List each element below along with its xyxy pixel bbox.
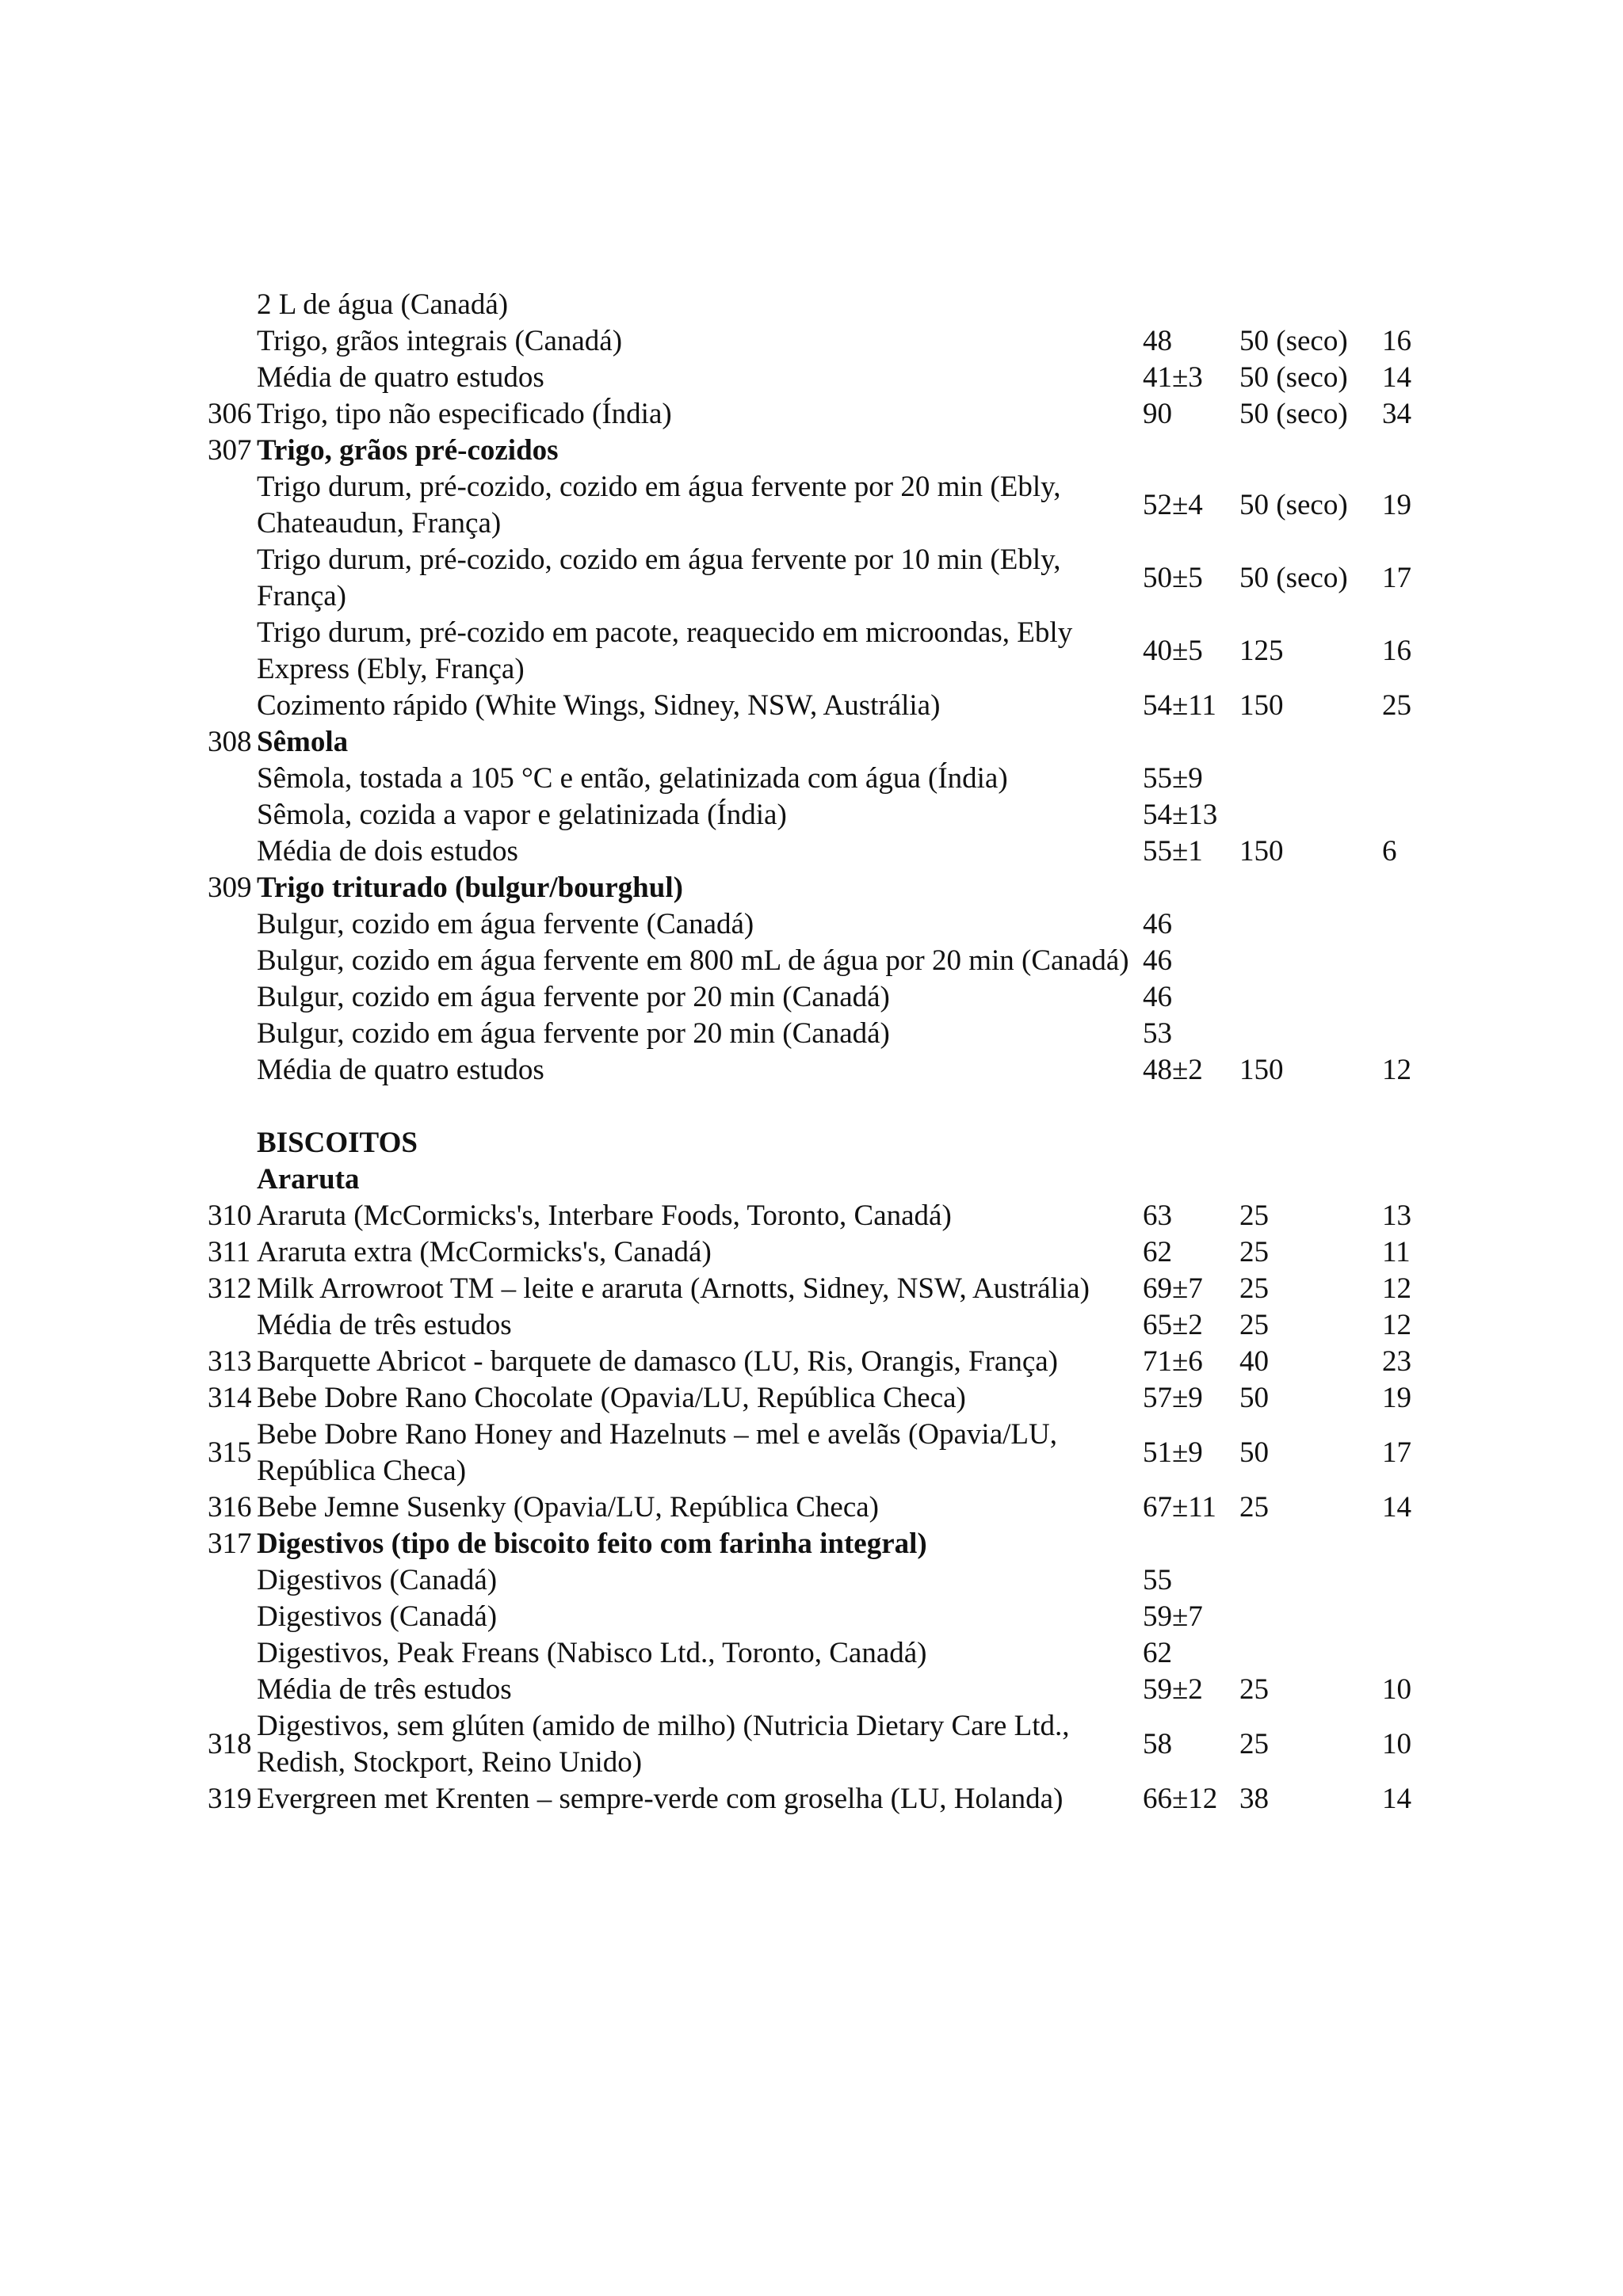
glycemic-load-value: 16 xyxy=(1382,325,1411,357)
table-row xyxy=(208,1781,1411,1817)
section-heading-row xyxy=(208,1125,1381,1161)
food-description: Trigo durum, pré-cozido, cozido em água fervente por 20 min (Ebly, Chateaudun, França) xyxy=(257,471,1061,540)
table-row xyxy=(208,1489,1411,1526)
food-description: Sêmola, tostada a 105 °C e então, gelatinizada com água (Índia) xyxy=(257,762,1008,795)
serving-size-value: 50 (seco) xyxy=(1239,489,1348,521)
serving-size-value: 50 (seco) xyxy=(1239,361,1348,394)
entry-number: 307 xyxy=(208,434,252,467)
serving-size-value: 50 (seco) xyxy=(1239,562,1348,594)
serving-size-value: 50 (seco) xyxy=(1239,398,1348,430)
glycemic-load-value: 17 xyxy=(1382,1436,1411,1469)
entry-number: 309 xyxy=(208,871,252,904)
serving-size-value: 25 xyxy=(1239,1728,1269,1760)
glycemic-load-value: 14 xyxy=(1382,1783,1411,1815)
glycemic-index-value: 71±6 xyxy=(1143,1345,1203,1378)
serving-size-value: 25 xyxy=(1239,1309,1269,1341)
glycemic-load-value: 10 xyxy=(1382,1728,1411,1760)
food-description: Evergreen met Krenten – sempre-verde com groselha (LU, Holanda) xyxy=(257,1783,1064,1815)
glycemic-index-value: 69±7 xyxy=(1143,1272,1203,1305)
glycemic-index-value: 57±9 xyxy=(1143,1382,1203,1414)
serving-size-value: 25 xyxy=(1239,1199,1269,1232)
table-row xyxy=(208,323,1411,360)
glycemic-load-value: 14 xyxy=(1382,1491,1411,1524)
serving-size-value: 25 xyxy=(1239,1673,1269,1706)
entry-number: 311 xyxy=(208,1236,251,1268)
glycemic-index-value: 63 xyxy=(1143,1199,1172,1232)
table-row xyxy=(208,1417,1411,1489)
glycemic-load-value: 25 xyxy=(1382,689,1411,722)
serving-size-value: 50 (seco) xyxy=(1239,325,1348,357)
food-description: Bulgur, cozido em água fervente em 800 mL de água por 20 min (Canadá) xyxy=(257,944,1129,977)
entry-number: 306 xyxy=(208,398,252,430)
table-row xyxy=(208,979,1381,1016)
serving-size-value: 50 xyxy=(1239,1382,1269,1414)
glycemic-index-value: 62 xyxy=(1143,1236,1172,1268)
glycemic-index-value: 53 xyxy=(1143,1017,1172,1050)
glycemic-load-value: 6 xyxy=(1382,835,1397,868)
food-description: Digestivos (Canadá) xyxy=(257,1564,498,1596)
food-description: Barquette Abricot - barquete de damasco (LU, Ris, Orangis, França) xyxy=(257,1345,1058,1378)
serving-size-value: 25 xyxy=(1239,1491,1269,1524)
glycemic-index-value: 59±7 xyxy=(1143,1600,1203,1633)
glycemic-index-value: 90 xyxy=(1143,398,1172,430)
glycemic-load-value: 12 xyxy=(1382,1309,1411,1341)
table-row xyxy=(208,906,1381,943)
food-description: Média de três estudos xyxy=(257,1673,512,1706)
entry-number: 318 xyxy=(208,1728,252,1760)
glycemic-index-value: 41±3 xyxy=(1143,361,1203,394)
table-row xyxy=(208,1234,1411,1271)
glycemic-index-value: 62 xyxy=(1143,1637,1172,1669)
glycemic-load-value: 11 xyxy=(1382,1236,1411,1268)
table-row xyxy=(208,1635,1381,1672)
glycemic-load-value: 17 xyxy=(1382,562,1411,594)
serving-size-value: 25 xyxy=(1239,1236,1269,1268)
table-row xyxy=(208,943,1381,979)
serving-size-value: 150 xyxy=(1239,1054,1284,1086)
document-body xyxy=(208,287,1411,1817)
food-description: Média de quatro estudos xyxy=(257,361,544,394)
entry-number: 316 xyxy=(208,1491,252,1524)
section-heading-row xyxy=(208,1526,1381,1562)
entry-number: 314 xyxy=(208,1382,252,1414)
glycemic-load-value: 16 xyxy=(1382,635,1411,667)
table-row xyxy=(208,287,1381,323)
glycemic-load-value: 14 xyxy=(1382,361,1411,394)
food-description: BISCOITOS xyxy=(257,1127,418,1159)
food-description: Digestivos (tipo de biscoito feito com farinha integral) xyxy=(257,1527,927,1560)
food-description: 2 L de água (Canadá) xyxy=(257,288,509,321)
entry-number: 308 xyxy=(208,726,252,758)
food-description: Cozimento rápido (White Wings, Sidney, NSW, Austrália) xyxy=(257,689,941,722)
food-description: Bulgur, cozido em água fervente por 20 min (Canadá) xyxy=(257,981,890,1013)
table-row xyxy=(208,1344,1411,1380)
food-description: Araruta (McCormicks's, Interbare Foods, Toronto, Canadá) xyxy=(257,1199,952,1232)
glycemic-index-value: 51±9 xyxy=(1143,1436,1203,1469)
table-row xyxy=(208,761,1381,797)
food-description: Bebe Jemne Susenky (Opavia/LU, República Checa) xyxy=(257,1491,879,1524)
glycemic-index-value: 65±2 xyxy=(1143,1309,1203,1341)
glycemic-index-value: 59±2 xyxy=(1143,1673,1203,1706)
table-row xyxy=(208,797,1381,833)
food-description: Digestivos, Peak Freans (Nabisco Ltd., Toronto, Canadá) xyxy=(257,1637,927,1669)
glycemic-index-value: 40±5 xyxy=(1143,635,1203,667)
food-description: Milk Arrowroot TM – leite e araruta (Arnotts, Sidney, NSW, Austrália) xyxy=(257,1272,1090,1305)
serving-size-value: 50 xyxy=(1239,1436,1269,1469)
glycemic-index-value: 55±9 xyxy=(1143,762,1203,795)
food-description: Araruta xyxy=(257,1163,360,1196)
glycemic-index-value: 46 xyxy=(1143,908,1172,940)
glycemic-index-value: 67±11 xyxy=(1143,1491,1216,1524)
table-row xyxy=(208,833,1397,870)
table-row xyxy=(208,542,1411,615)
glycemic-index-value: 48 xyxy=(1143,325,1172,357)
table-row xyxy=(208,1708,1411,1781)
glycemic-index-value: 54±13 xyxy=(1143,799,1218,831)
food-description: Trigo triturado (bulgur/bourghul) xyxy=(257,871,683,904)
food-description: Média de dois estudos xyxy=(257,835,518,868)
table-row xyxy=(208,360,1411,396)
glycemic-index-value: 46 xyxy=(1143,981,1172,1013)
food-description: Trigo, tipo não especificado (Índia) xyxy=(257,398,672,430)
glycemic-index-value: 46 xyxy=(1143,944,1172,977)
serving-size-value: 125 xyxy=(1239,635,1284,667)
serving-size-value: 150 xyxy=(1239,835,1284,868)
entry-number: 319 xyxy=(208,1783,252,1815)
food-description: Araruta extra (McCormicks's, Canadá) xyxy=(257,1236,712,1268)
glycemic-index-value: 66±12 xyxy=(1143,1783,1218,1815)
table-row xyxy=(208,1271,1411,1307)
food-description: Trigo, grãos pré-cozidos xyxy=(257,434,559,467)
glycemic-load-value: 23 xyxy=(1382,1345,1411,1378)
entry-number: 312 xyxy=(208,1272,252,1305)
food-description: Trigo durum, pré-cozido, cozido em água fervente por 10 min (Ebly, França) xyxy=(257,543,1061,612)
serving-size-value: 150 xyxy=(1239,689,1284,722)
table-row xyxy=(208,1562,1381,1599)
entry-number: 317 xyxy=(208,1527,252,1560)
glycemic-index-value: 48±2 xyxy=(1143,1054,1203,1086)
food-description: Sêmola, cozida a vapor e gelatinizada (Índia) xyxy=(257,799,787,831)
glycemic-load-value: 19 xyxy=(1382,1382,1411,1414)
food-description: Bebe Dobre Rano Honey and Hazelnuts – mel e avelãs (Opavia/LU, República Checa) xyxy=(257,1418,1057,1487)
table-row xyxy=(208,396,1411,433)
entry-number: 315 xyxy=(208,1436,252,1469)
glycemic-index-value: 52±4 xyxy=(1143,489,1203,521)
food-description: Bulgur, cozido em água fervente por 20 min (Canadá) xyxy=(257,1017,890,1050)
glycemic-load-value: 12 xyxy=(1382,1272,1411,1305)
glycemic-index-value: 50±5 xyxy=(1143,562,1203,594)
glycemic-load-value: 13 xyxy=(1382,1199,1411,1232)
glycemic-load-value: 19 xyxy=(1382,489,1411,521)
table-row xyxy=(208,1052,1411,1089)
food-description: Média de três estudos xyxy=(257,1309,512,1341)
food-description: Digestivos (Canadá) xyxy=(257,1600,498,1633)
table-row xyxy=(208,615,1411,688)
glycemic-load-value: 34 xyxy=(1382,398,1411,430)
section-heading-row xyxy=(208,1161,1381,1198)
table-row xyxy=(208,1380,1411,1417)
food-description: Trigo durum, pré-cozido em pacote, reaquecido em microondas, Ebly Express (Ebly, França) xyxy=(257,616,1073,685)
serving-size-value: 25 xyxy=(1239,1272,1269,1305)
serving-size-value: 38 xyxy=(1239,1783,1269,1815)
table-row xyxy=(208,1599,1381,1635)
section-heading-row xyxy=(208,433,1381,469)
food-description: Sêmola xyxy=(257,726,349,758)
glycemic-index-value: 54±11 xyxy=(1143,689,1216,722)
glycemic-index-value: 55 xyxy=(1143,1564,1172,1596)
section-heading-row xyxy=(208,724,1381,761)
food-description: Digestivos, sem glúten (amido de milho) (Nutricia Dietary Care Ltd., Redish, Stockport, Reino Unido) xyxy=(257,1710,1070,1779)
entry-number: 313 xyxy=(208,1345,252,1378)
table-row xyxy=(208,1672,1411,1708)
food-description: Trigo, grãos integrais (Canadá) xyxy=(257,325,623,357)
glycemic-index-value: 58 xyxy=(1143,1728,1172,1760)
table-row xyxy=(208,688,1411,724)
section-spacer xyxy=(208,1089,1381,1125)
table-row xyxy=(208,1307,1411,1344)
glycemic-load-value: 10 xyxy=(1382,1673,1411,1706)
entry-number: 310 xyxy=(208,1199,252,1232)
food-description: Bebe Dobre Rano Chocolate (Opavia/LU, República Checa) xyxy=(257,1382,966,1414)
table-row xyxy=(208,1016,1381,1052)
food-description: Bulgur, cozido em água fervente (Canadá) xyxy=(257,908,754,940)
section-heading-row xyxy=(208,870,1381,906)
glycemic-load-value: 12 xyxy=(1382,1054,1411,1086)
serving-size-value: 40 xyxy=(1239,1345,1269,1378)
glycemic-index-value: 55±1 xyxy=(1143,835,1203,868)
table-row xyxy=(208,469,1411,542)
table-row xyxy=(208,1198,1411,1234)
food-description: Média de quatro estudos xyxy=(257,1054,544,1086)
